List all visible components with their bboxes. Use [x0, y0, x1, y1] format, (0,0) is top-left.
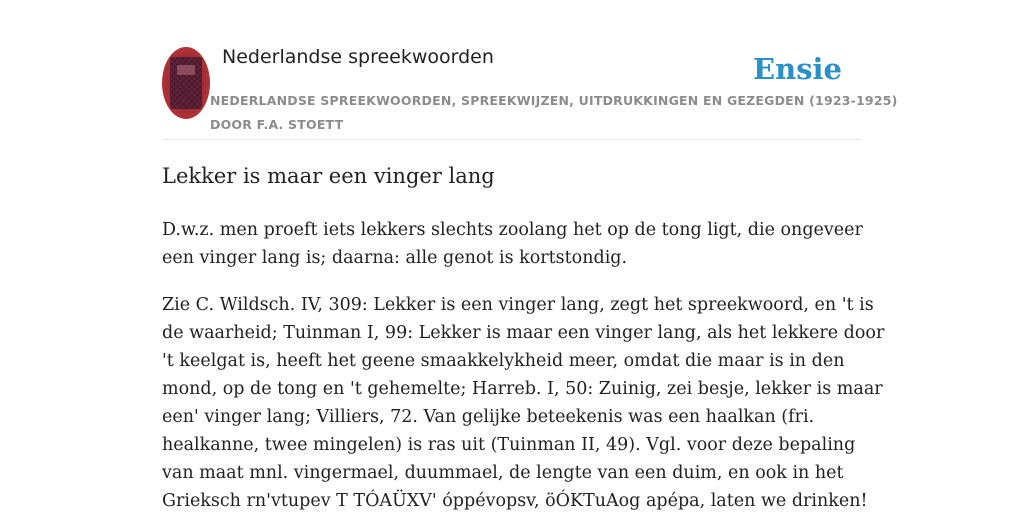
- entry-paragraph-1: [162, 216, 862, 272]
- paragraph-line: van maat mnl. vingermael, duummael, de lengte van een duim, en ook in het: [162, 463, 844, 483]
- paragraph-line: Zie C. Wildsch. IV, 309: Lekker is een vinger lang, zegt het spreekwoord, en 't is: [162, 295, 874, 315]
- paragraph-line: D.w.z. men proeft iets lekkers slechts zoolang het op de tong ligt, die ongeveer: [162, 220, 863, 240]
- source-author[interactable]: DOOR F.A. STOETT: [210, 117, 344, 132]
- paragraph-line: een vinger lang is; daarna: alle genot is kortstondig.: [162, 248, 628, 268]
- source-title[interactable]: NEDERLANDSE SPREEKWOORDEN, SPREEKWIJZEN, UITDRUKKINGEN EN GEZEGDEN (1923-1925): [210, 93, 898, 108]
- paragraph-line: 't keelgat is, heeft het geene smaakkelykheid meer, omdat die maar is in den: [162, 351, 845, 371]
- entry-title: Lekker is maar een vinger lang: [162, 164, 495, 188]
- paragraph-line: Grieksch rn'vtupev T TÓAÜXV' óppévopsv, öÓKTuAog apépa, laten we drinken!: [162, 491, 868, 511]
- paragraph-line: healkanne, twee mingelen) is ras uit (Tuinman II, 49). Vgl. voor deze bepaling: [162, 435, 856, 455]
- paragraph-line: de waarheid; Tuinman I, 99: Lekker is maar een vinger lang, als het lekkere door: [162, 323, 885, 343]
- book-cover-label: [177, 65, 195, 75]
- site-title[interactable]: Nederlandse spreekwoorden: [222, 46, 494, 68]
- ensie-logo[interactable]: Ensie: [753, 52, 842, 86]
- entry-paragraph-2: [162, 291, 885, 512]
- paragraph-line: mond, op de tong en 't gehemelte; Harreb. I, 50: Zuinig, zei besje, lekker is maar: [162, 379, 883, 399]
- paragraph-line: een' vinger lang; Villiers, 72. Van gelijke beteekenis was een haalkan (fri.: [162, 407, 815, 427]
- header: [162, 44, 898, 140]
- book-cover-icon[interactable]: [162, 47, 210, 119]
